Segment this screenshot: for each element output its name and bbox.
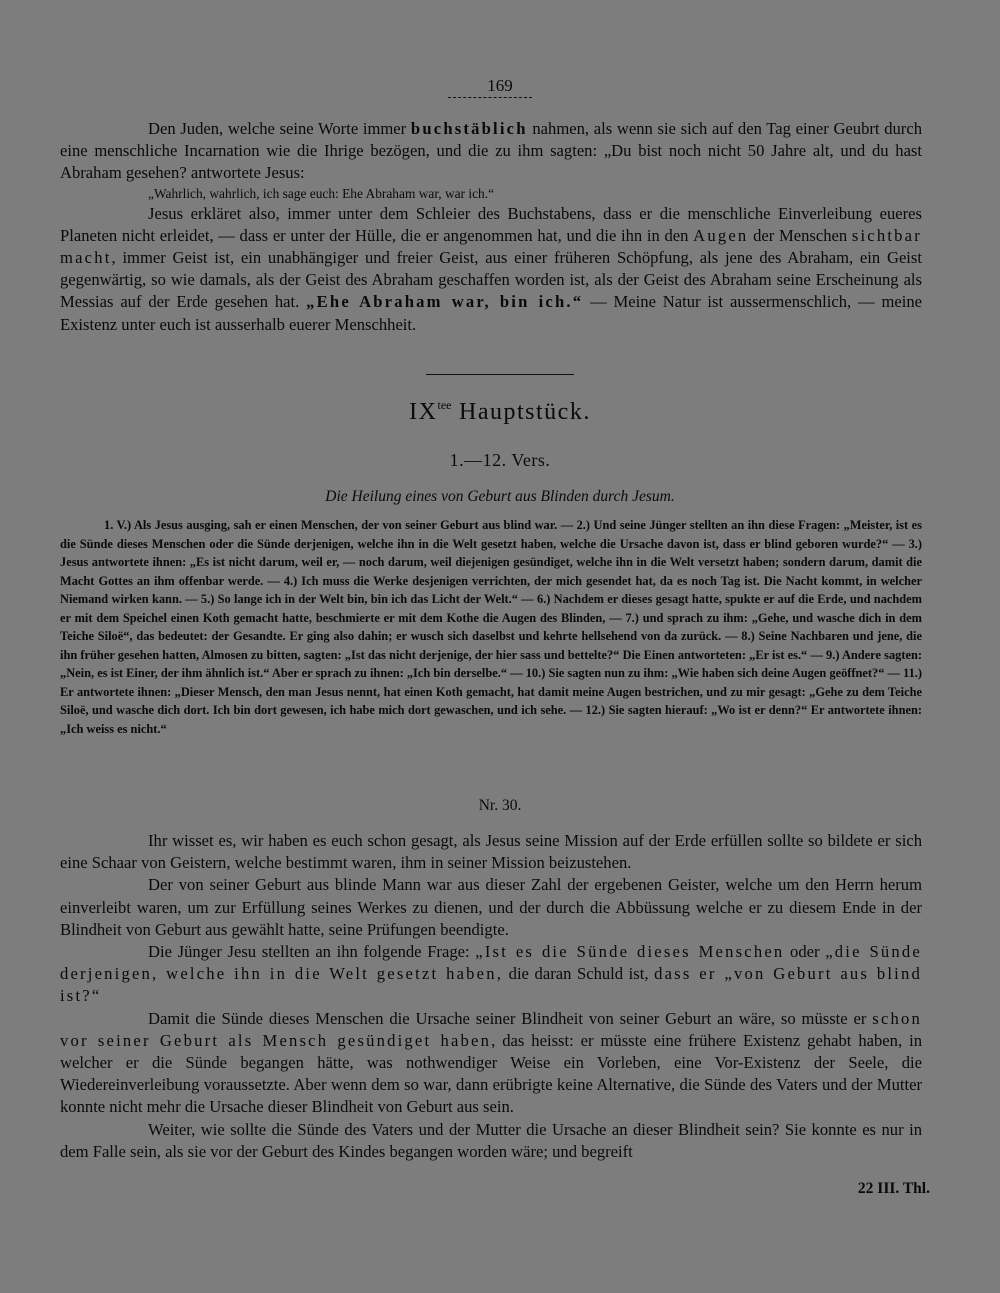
p3-text-b: oder — [784, 942, 826, 962]
section-number: Nr. 30. — [478, 797, 522, 814]
chapter-subtitle: Die Heilung eines von Geburt aus Blinden durch Jesum. — [325, 488, 675, 505]
para2-text-b: der Menschen — [748, 225, 852, 245]
para2-text-a: Jesus erkläret also, immer unter dem Schleier des Buchstabens, dass er die menschliche Einverleibung eueres Planeten nicht erleidet, — dass er unter der Hülle, die er angenommen hat, und die ihn in den — [60, 203, 922, 245]
intro-text-a: Den Juden, welche seine Worte immer — [148, 119, 411, 138]
para2-text-c: , immer Geist ist, ein unabhängiger und freier Geist, aus einer früheren Schöpfung, als jene des Abraham, ein Geist gegenwärtig, so wie damals, als der Geist des Abraham geschaffen worden ist, als der Geist des Abraham seine Erscheinung als Messias auf der Erde gesehen hat. — [60, 248, 922, 312]
intro-quote: „Wahrlich, wahrlich, ich sage euch: Ehe Abraham war, war ich.“ — [148, 185, 495, 201]
chapter-number: IX — [409, 399, 438, 425]
commentary-paragraph-1: Ihr wisset es, wir haben es euch schon gesagt, als Jesus seine Mission auf der Erde erfüllen sollte so bildete er sich eine Schaar von Geistern, welche bestimmt waren, ihm in seiner Mission beizustehen. — [60, 831, 922, 873]
chapter-suffix: tee — [437, 398, 452, 412]
commentary-paragraph-3 — [60, 941, 922, 1008]
para2-emphasis-3: „Ehe Abraham war, bin ich.“ — [306, 292, 584, 312]
scripture-section — [60, 516, 922, 738]
commentary-paragraph-5: Weiter, wie sollte die Sünde des Vaters und der Mutter die Ursache an dieser Blindheit sein? Sie konnte es nur in dem Falle sein, als sie vor der Geburt des Kindes begangen worden wäre; und begreift — [60, 1119, 922, 1161]
p4-text-b: , das heisst: er müsste eine frühere Existenz gehabt haben, in welcher er die Sünde begangen hätte, was nothwendiger Weise ein Vorleben, eine Vor-Existenz der Seele, die Wiedereinverleibung voraussetzte. Aber wenn dem so war, dann erübrigte keine Alternative, die Sünde des Vaters und der Mutter konnte nicht mehr die Ursache dieser Blindheit von Geburt aus sein. — [60, 1030, 922, 1117]
p3-text-a: Die Jünger Jesu stellten an ihn folgende Frage: — [148, 942, 476, 962]
scripture-text — [60, 516, 922, 738]
page-number: 169 — [487, 76, 513, 95]
para2-emphasis-2: sichtbar macht — [60, 225, 922, 268]
p3-emphasis-2: „die Sünde derjenigen, welche ihn in die Welt gesetzt haben, — [60, 942, 922, 984]
commentary-paragraph-2: Der von seiner Geburt aus blinde Mann war aus dieser Zahl der ergebenen Geister, welche um den Herrn herum einverleibt waren, um zur Erfüllung seines Werkes zu dienen, und der durch die Abbüssung welche er zu diesem Ende in der Blindheit von Geburt aus gewählt hatte, seine Prüfungen beendigte. — [60, 875, 922, 939]
commentary-section — [60, 830, 922, 1163]
p4-emphasis: schon vor seiner Geburt als Mensch gesündiget haben — [60, 1008, 922, 1050]
scripture-body: 1. V.) Als Jesus ausging, sah er einen Menschen, der von seiner Geburt aus blind war. — 2.) Und seine Jünger stellten an ihn diese Fragen: „Meister, ist es die Sünde dieses Menschen oder die Sünde derjenigen, welche ihn in die Welt gesetzt haben, welche die Ursache davon ist, dass er blind geboren wurde?“ — 3.) Jesus antwortete ihnen: „Es ist nicht darum, weil er, — noch darum, weil diejenigen gesündiget, welche ihn in die Welt versetzt haben; sondern darum, damit die Macht Gottes an ihm offenbar werde. — 4.) Ich muss die Werke desjenigen verrichten, der mich gesendet hat, da es noch Tag ist. Die Nacht kommt, in welcher Niemand wirken kann. — 5.) So lange ich in der Welt bin, bin ich das Licht der Welt.“ — 6.) Nachdem er dieses gesagt hatte, spukte er auf die Erde, und nachdem er mit dem Speichel einen Koth gemacht hatte, beschmierte er mit dem Kothe die Augen des Blinden, — 7.) und sprach zu ihm: „Gehe, und wasche dich in dem Teiche Siloë“, das bedeutet: der Gesandte. Er ging also dahin; er wusch sich daselbst und kehrte hellsehend von da zurück. — 8.) Seine Nachbaren und jene, die ihn früher gesehen hatten, Almosen zu bitten, sagten: „Ist das nicht derjenige, der hier sass und bettelte?“ Die Einen antworteten: „Er ist es.“ — 9.) Andere sagten: „Nein, es ist Einer, der ihm ähnlich ist.“ Aber er sprach zu ihnen: „Ich bin derselbe.“ — 10.) Sie sagten nun zu ihm: „Wie haben sich deine Augen geöffnet?“ — 11.) Er antwortete ihnen: „Dieser Mensch, den man Jesus nennt, hat einen Koth gemacht, hat damit meine Augen bestrichen, und zu mir gesagt: „Gehe zu dem Teiche Siloë, und wasche dich dort. Ich bin dort gewesen, ich habe mich dort gewaschen, und ich sehe. — 12.) Sie sagten hierauf: „Wo ist er denn?“ Er antwortete ihnen: „Ich weiss es nicht.“ — [60, 518, 922, 736]
para2-text-d: — Meine Natur ist aussermenschlich, — meine Existenz unter euch ist ausserhalb euerer Menschheit. — [60, 292, 923, 334]
intro-emphasis: buchstäblich — [410, 119, 528, 138]
p4-text-a: Damit die Sünde dieses Menschen die Ursache seiner Blindheit von seiner Geburt an wäre, so müsste er — [148, 1008, 873, 1028]
chapter-word: Hauptstück. — [459, 399, 591, 425]
p3-emphasis-3: dass er „von Geburt aus blind ist?“ — [60, 964, 922, 1006]
p3-emphasis-1: „Ist es die Sünde dieses Menschen — [475, 942, 785, 962]
chapter-heading — [0, 398, 1000, 426]
intro-text-b: nahmen, als wenn sie sich auf den Tag einer Geubrt durch eine menschliche Incarnation wie die Ihrige bezögen, und die zu ihm sagten: „Du bist noch nicht 50 Jahre alt, und du hast Abraham gesehen? antwortete Jesus: — [60, 119, 922, 183]
page-number-underline — [448, 97, 532, 98]
intro-section — [60, 118, 922, 336]
commentary-paragraph-4 — [60, 1008, 922, 1119]
section-divider — [426, 374, 574, 375]
verse-range: 1.—12. Vers. — [449, 450, 551, 470]
para2-emphasis-1: Augen — [693, 225, 749, 245]
intro-paragraph-2 — [60, 203, 922, 336]
signature-mark: 22 III. Thl. — [857, 1180, 930, 1197]
p3-text-c: die daran Schuld ist, — [503, 964, 655, 984]
intro-paragraph-1 — [60, 118, 922, 185]
